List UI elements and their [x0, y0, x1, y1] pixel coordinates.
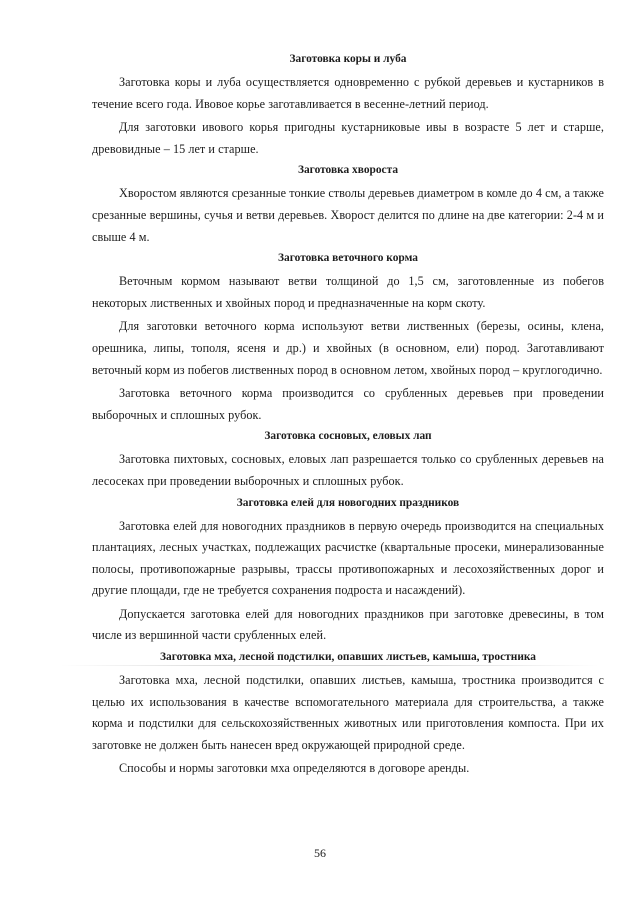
document-body — [92, 51, 604, 782]
paragraph: Заготовка мха, лесной подстилки, опавших листьев, камыша, тростника производится с целью их использования в качестве вспомогательного материала для строительства, а также корма и подстилки для сельскохозяйственных животных или приготовления компоста. При их заготовке не должен быть нанесен вред окружающей природной среде. — [92, 673, 604, 752]
section-heading: Заготовка хвороста — [297, 164, 399, 177]
paragraph: Заготовка пихтовых, сосновых, еловых лап разрешается только со срубленных деревьев на лесосеках при проведении выборочных и сплошных рубок. — [92, 452, 604, 488]
paragraph: Для заготовки ивового корья пригодны кустарниковые ивы в возрасте 5 лет и старше, древовидные – 15 лет и старше. — [92, 120, 604, 156]
paragraph: Веточным кормом называют ветви толщиной до 1,5 см, заготовленные из побегов некоторых лиственных и хвойных пород и предназначенные на корм скоту. — [92, 274, 604, 310]
section-heading: Заготовка коры и луба — [289, 53, 407, 65]
page-number: 56 — [314, 846, 326, 860]
paragraph: Хворостом являются срезанные тонкие стволы деревьев диаметром в комле до 4 см, а также срезанные вершины, сучья и ветви деревьев. Хворост делится по длине на две категории: 2-4 м и свыше 4 м. — [92, 186, 604, 244]
paragraph: Заготовка коры и луба осуществляется одновременно с рубкой деревьев и кустарников в течение всего года. Ивовое корье заготавливается в весенне-летний период. — [92, 75, 604, 111]
section-heading: Заготовка сосновых, еловых лап — [264, 430, 432, 443]
paragraph: Допускается заготовка елей для новогодних праздников при заготовке древесины, в том числе из вершинной части срубленных елей. — [92, 606, 604, 643]
paragraph: Заготовка веточного корма производится со срубленных деревьев при проведении выборочных и сплошных рубок. — [92, 386, 604, 422]
paragraph: Для заготовки веточного корма используют ветви лиственных (березы, осины, клена, орешника, липы, тополя, ясеня и др.) и хвойных (в основном, ели) пород. Заготавливают веточный корм из побегов лиственных пород в основном летом, хвойных пород – круглогодично. — [92, 319, 604, 377]
section-heading: Заготовка мха, лесной подстилки, опавших листьев, камыша, тростника — [160, 651, 536, 664]
section-heading: Заготовка елей для новогодних праздников — [236, 496, 460, 509]
paragraph: Заготовка елей для новогодних праздников в первую очередь производится на специальных плантациях, лесных участках, подлежащих расчистке (квартальные просеки, минерализованные полосы, противопожарные разрывы, трассы противопожарных и лесохозяйственных дорог и другие площади, где не требуется сохранения подроста и насаждений). — [92, 518, 604, 598]
section-heading: Заготовка веточного корма — [278, 252, 418, 265]
paragraph: Способы и нормы заготовки мха определяются в договоре аренды. — [119, 761, 470, 776]
